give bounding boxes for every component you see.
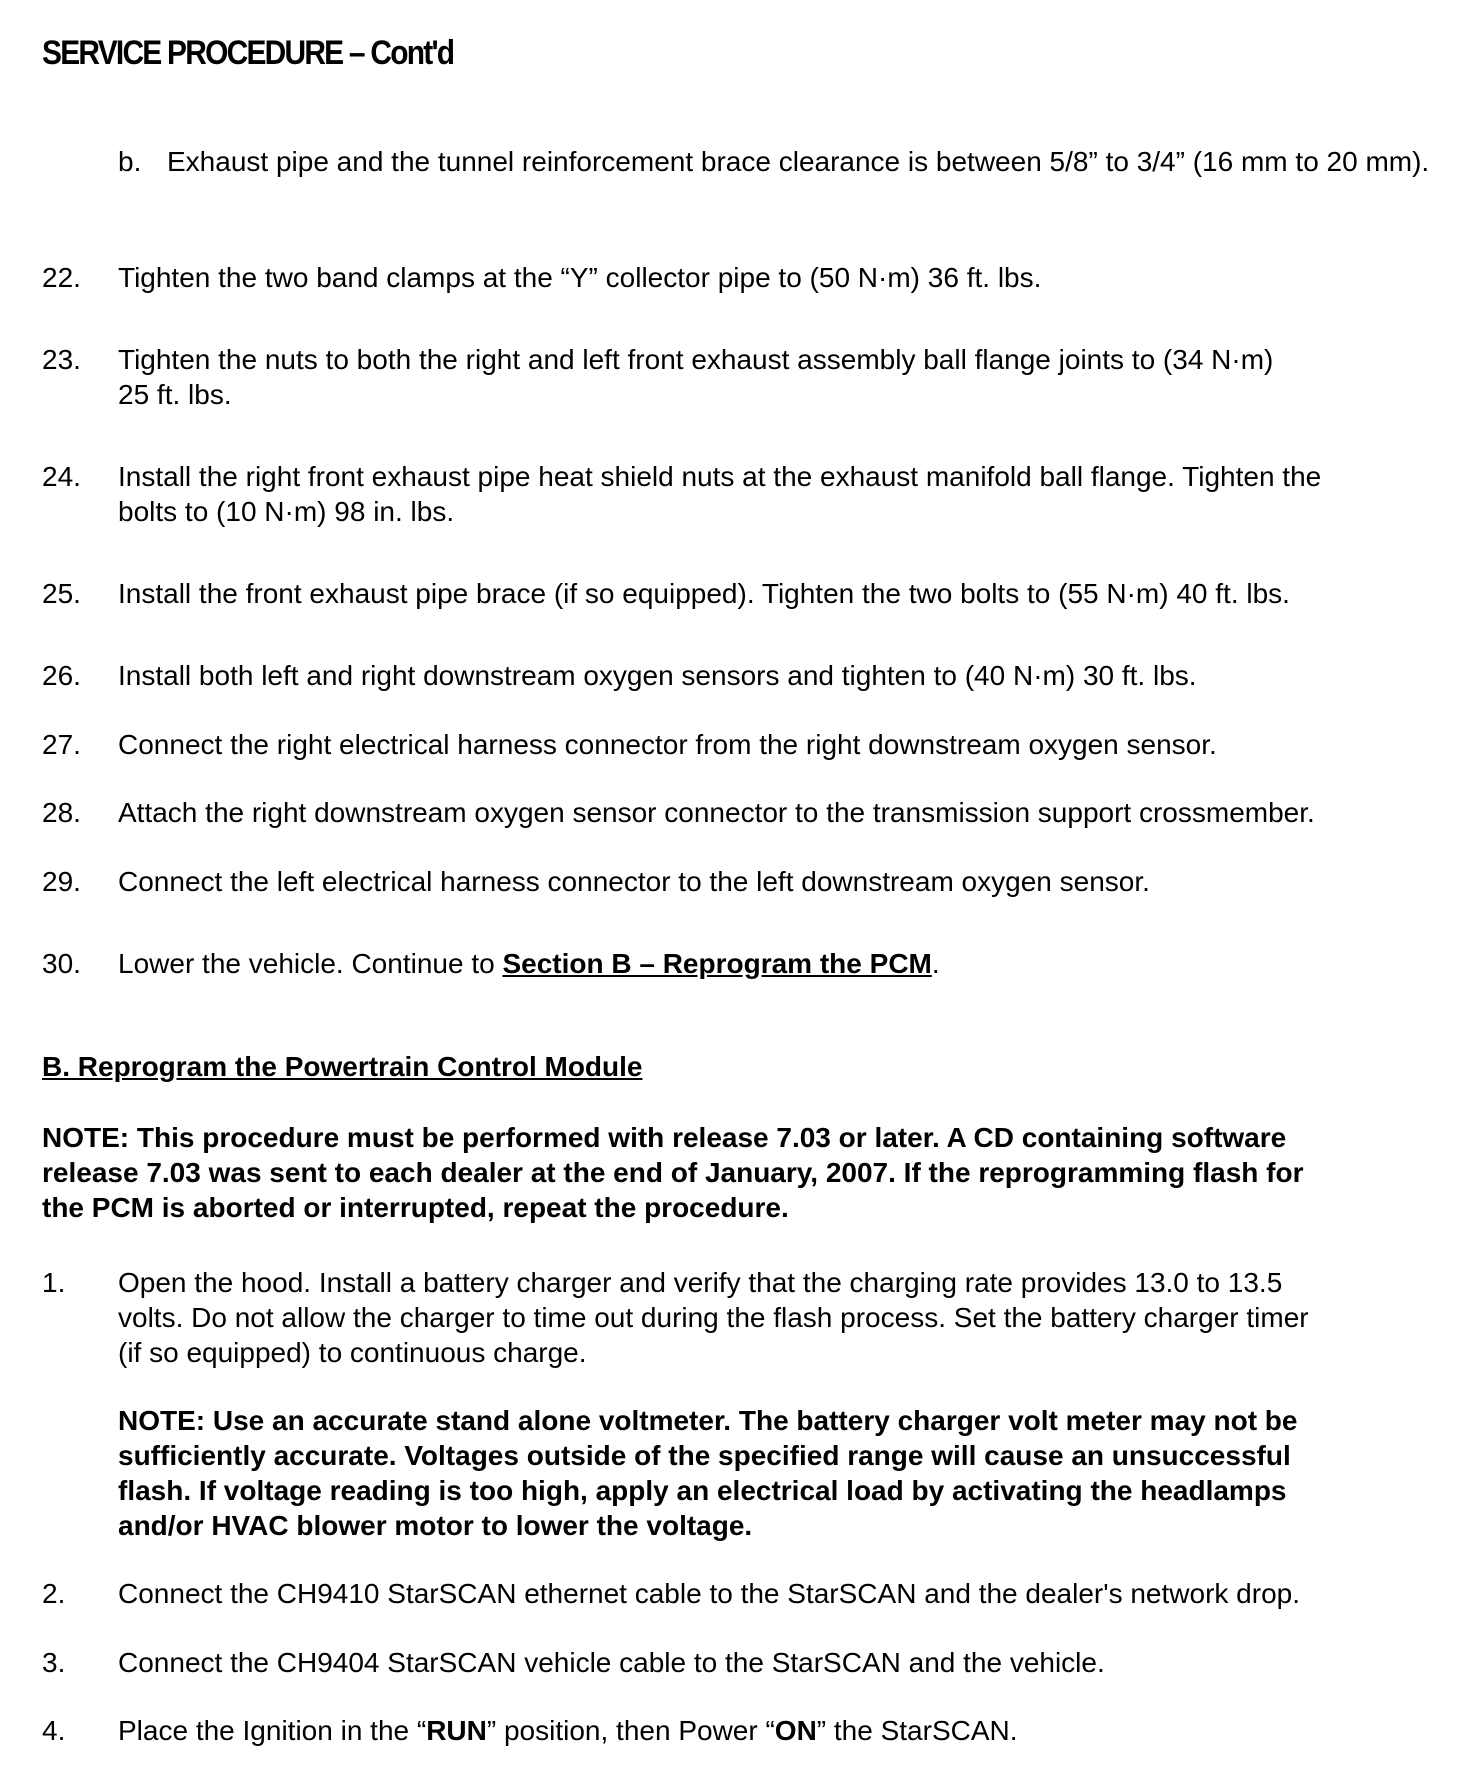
- note-release: [42, 1120, 1452, 1225]
- note-line: NOTE: Use an accurate stand alone voltmeter. The battery charger volt meter may not be: [118, 1405, 1298, 1436]
- step-text: Install the front exhaust pipe brace (if so equipped). Tighten the two bolts to (55 N·m) 40 ft. lbs.: [118, 578, 1290, 609]
- step-number: 24.: [42, 461, 81, 492]
- step-text: [118, 342, 1444, 412]
- step-text-line: (if so equipped) to continuous charge.: [118, 1337, 587, 1368]
- step-text: Connect the CH9410 StarSCAN ethernet cable to the StarSCAN and the dealer's network drop.: [118, 1578, 1301, 1609]
- step-27: [42, 727, 1442, 762]
- section-b-link[interactable]: Section B – Reprogram the PCM: [502, 948, 932, 979]
- note-line: the PCM is aborted or interrupted, repeat the procedure.: [42, 1192, 789, 1223]
- step-text: Tighten the two band clamps at the “Y” collector pipe to (50 N·m) 36 ft. lbs.: [118, 262, 1042, 293]
- sub-step-b: [118, 144, 1448, 179]
- step-23: [42, 342, 1442, 412]
- note-line: release 7.03 was sent to each dealer at the end of January, 2007. If the reprogramming flash for: [42, 1157, 1304, 1188]
- step-text: Attach the right downstream oxygen sensor connector to the transmission support crossmember.: [118, 797, 1315, 828]
- page-title: SERVICE PROCEDURE – Cont'd: [42, 34, 454, 72]
- step-25: [42, 576, 1442, 611]
- step-number: b.: [118, 146, 142, 177]
- step-28: [42, 795, 1442, 830]
- step-26: [42, 658, 1442, 693]
- step-text: [118, 1265, 1444, 1370]
- step-number: 2.: [42, 1578, 66, 1609]
- step-3: [42, 1645, 1442, 1680]
- step-number: 22.: [42, 262, 81, 293]
- step-22: [42, 260, 1442, 295]
- section-heading: B. Reprogram the Powertrain Control Module: [42, 1051, 643, 1082]
- note-line: NOTE: This procedure must be performed with release 7.03 or later. A CD containing software: [42, 1122, 1287, 1153]
- step-text-suffix: .: [931, 948, 940, 979]
- step-number: 1.: [42, 1267, 66, 1298]
- step-text-part: ” the StarSCAN.: [816, 1715, 1018, 1746]
- step-number: 28.: [42, 797, 81, 828]
- step-text-line: 25 ft. lbs.: [118, 379, 232, 410]
- step-number: 23.: [42, 344, 81, 375]
- step-4: [42, 1713, 1442, 1748]
- step-text-line: Install the right front exhaust pipe heat shield nuts at the exhaust manifold ball flange. Tighten the: [118, 461, 1322, 492]
- power-on-label: ON: [774, 1715, 817, 1746]
- step-text-part: ” position, then Power “: [486, 1715, 775, 1746]
- step-number: 30.: [42, 948, 81, 979]
- step-text: [118, 459, 1444, 529]
- step-number: 26.: [42, 660, 81, 691]
- step-number: 27.: [42, 729, 81, 760]
- step-number: 4.: [42, 1715, 66, 1746]
- note-line: and/or HVAC blower motor to lower the voltage.: [118, 1510, 753, 1541]
- step-number: 29.: [42, 866, 81, 897]
- step-text-line: bolts to (10 N·m) 98 in. lbs.: [118, 496, 455, 527]
- step-text-line: Open the hood. Install a battery charger and verify that the charging rate provides 13.0 to 13.5: [118, 1267, 1283, 1298]
- run-position-label: RUN: [426, 1715, 487, 1746]
- step-2: [42, 1576, 1442, 1611]
- step-30: [42, 946, 1442, 981]
- step-text: [118, 946, 1444, 981]
- step-number: 3.: [42, 1647, 66, 1678]
- step-text-prefix: Lower the vehicle. Continue to: [118, 948, 503, 979]
- step-text-part: Place the Ignition in the “: [118, 1715, 427, 1746]
- step-text-line: volts. Do not allow the charger to time out during the flash process. Set the battery charger timer: [118, 1302, 1309, 1333]
- step-text: Connect the right electrical harness connector from the right downstream oxygen sensor.: [118, 729, 1217, 760]
- note-line: sufficiently accurate. Voltages outside of the specified range will cause an unsuccessful: [118, 1440, 1291, 1471]
- step-24: [42, 459, 1442, 529]
- step-text: Connect the left electrical harness connector to the left downstream oxygen sensor.: [118, 866, 1150, 897]
- step-29: [42, 864, 1442, 899]
- note-voltmeter: [118, 1403, 1458, 1543]
- step-text: Install both left and right downstream oxygen sensors and tighten to (40 N·m) 30 ft. lbs.: [118, 660, 1197, 691]
- step-1: [42, 1265, 1442, 1370]
- step-text: [118, 1713, 1444, 1748]
- step-text: Exhaust pipe and the tunnel reinforcement brace clearance is between 5/8” to 3/4” (16 mm to 20 mm).: [167, 146, 1430, 177]
- step-text-line: Tighten the nuts to both the right and left front exhaust assembly ball flange joints to (34 N·m): [118, 344, 1274, 375]
- note-line: flash. If voltage reading is too high, apply an electrical load by activating the headlamps: [118, 1475, 1287, 1506]
- step-number: 25.: [42, 578, 81, 609]
- step-text: Connect the CH9404 StarSCAN vehicle cable to the StarSCAN and the vehicle.: [118, 1647, 1105, 1678]
